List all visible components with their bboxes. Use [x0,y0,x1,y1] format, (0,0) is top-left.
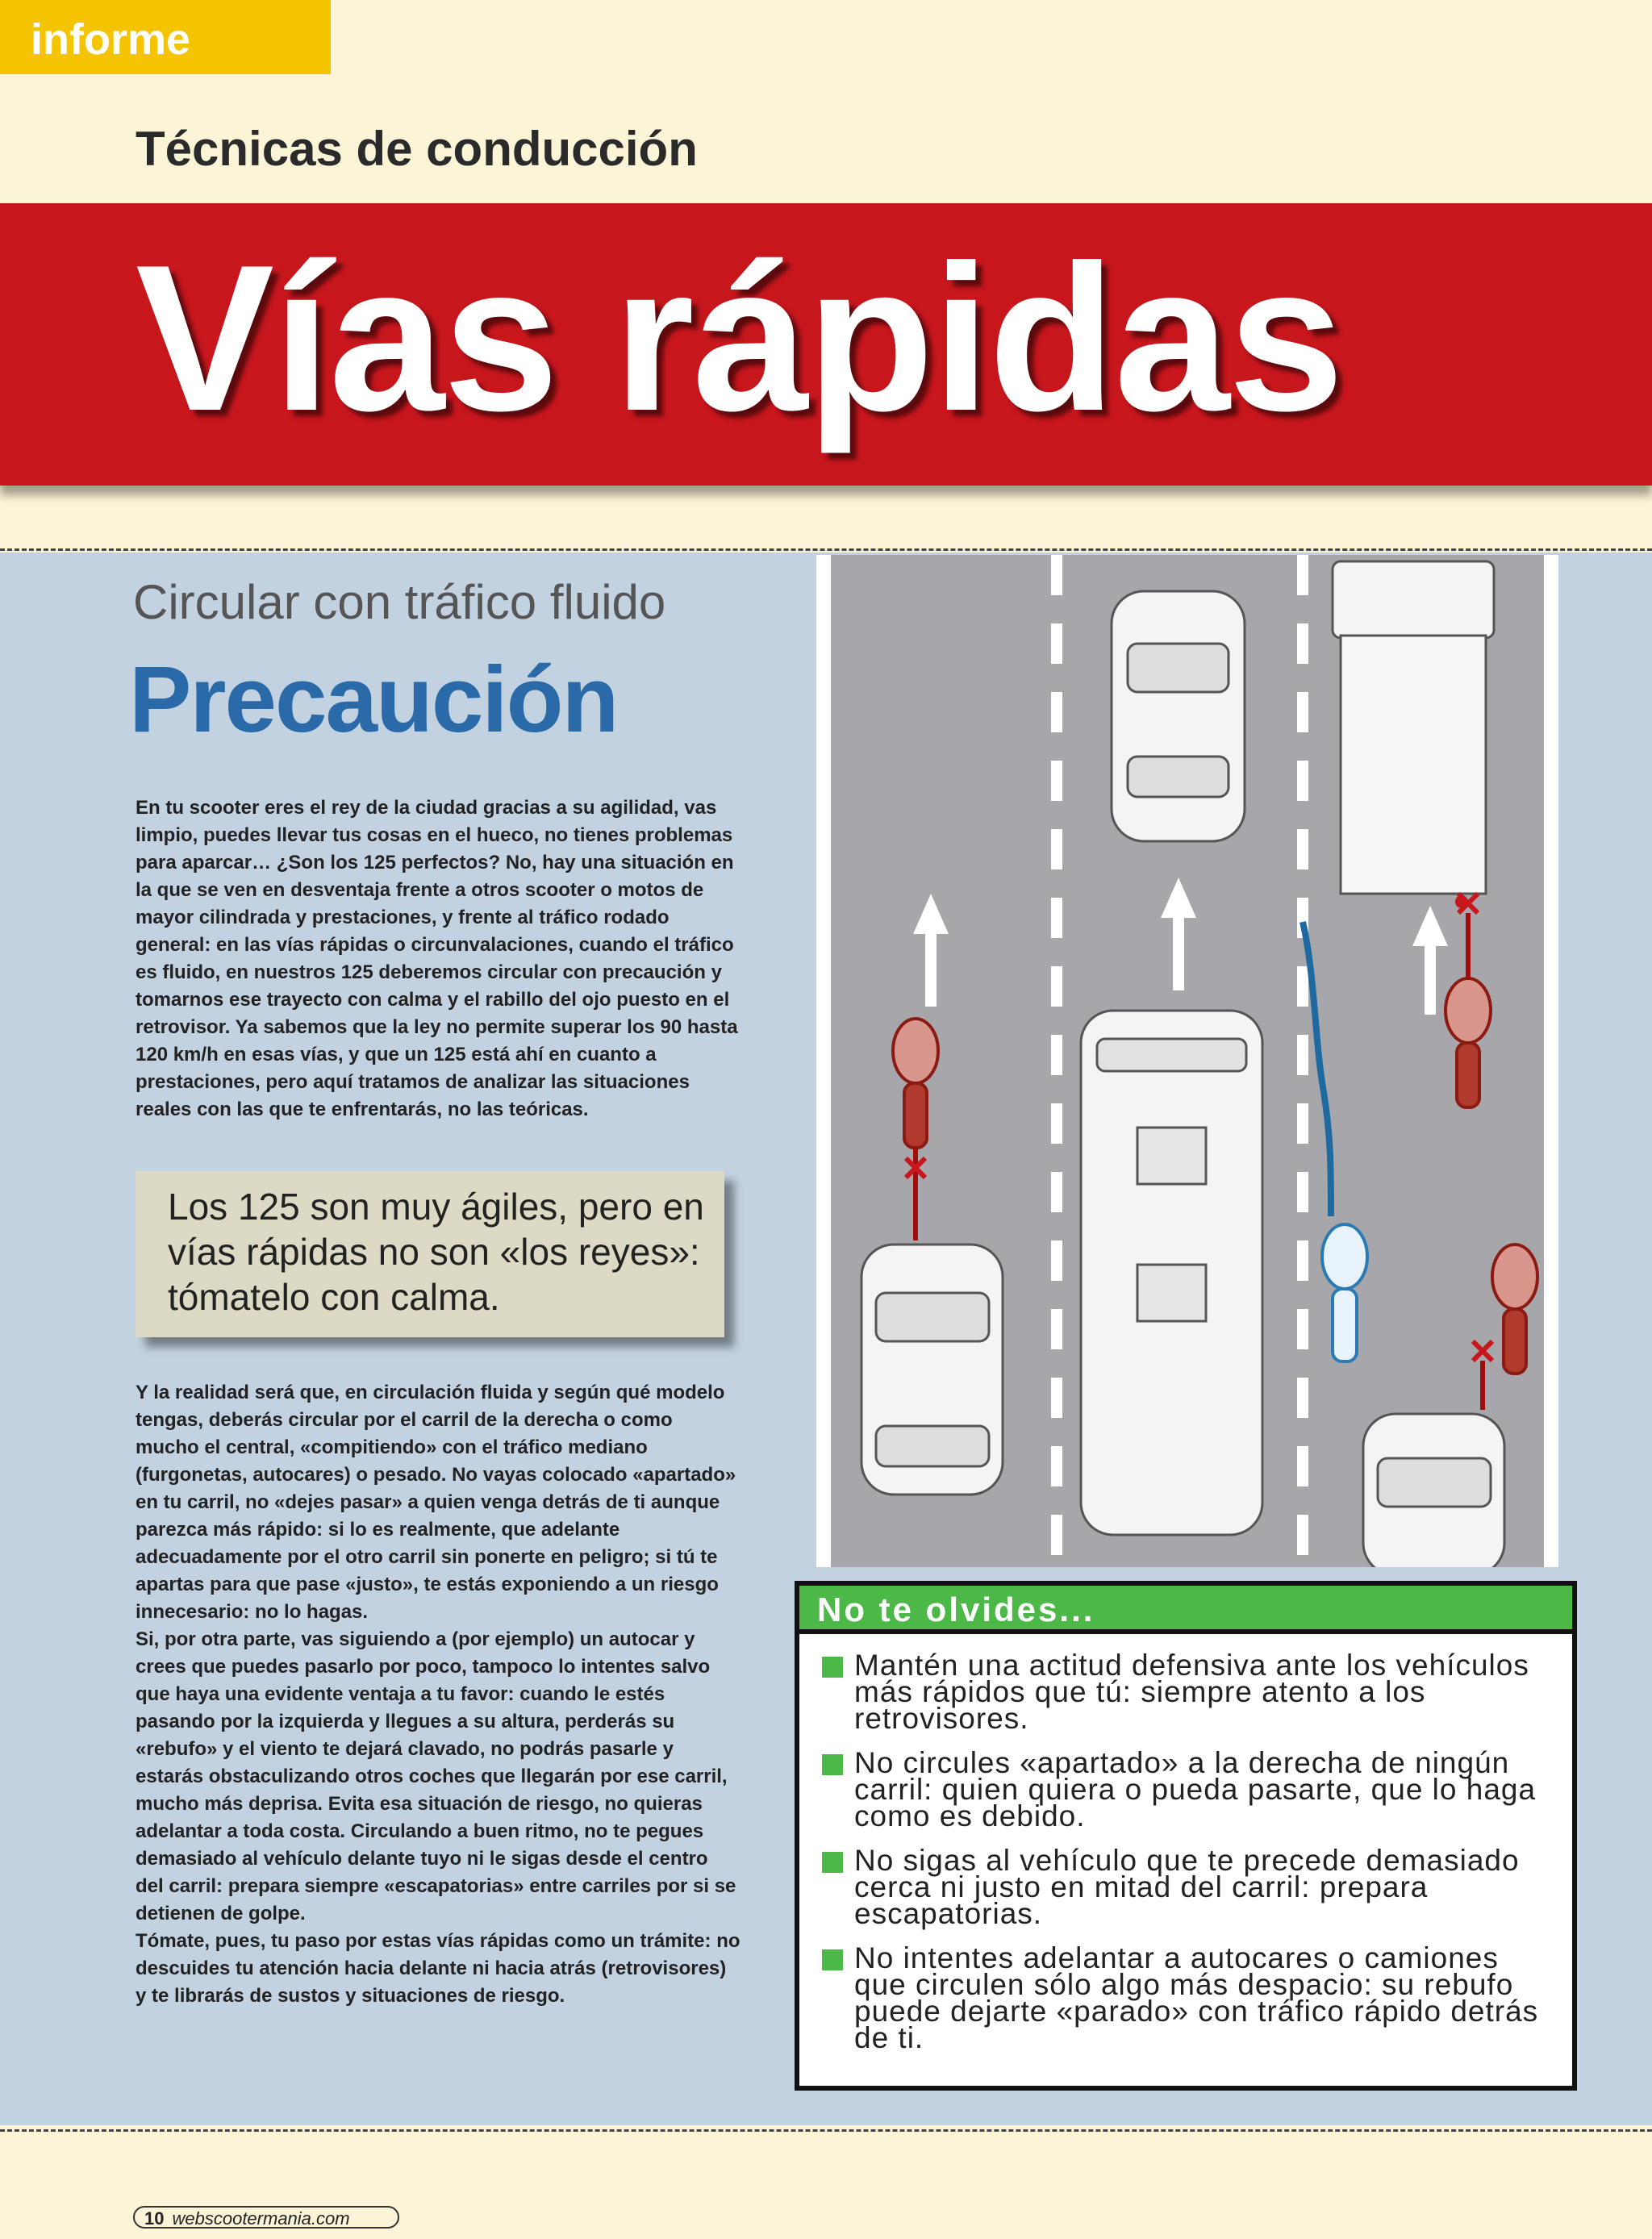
section-tag: informe [0,0,331,74]
site-url: webscootermania.com [172,2208,350,2229]
square-bullet-icon [822,1754,843,1775]
car-top [1112,591,1245,841]
square-bullet-icon [822,1657,843,1678]
kicker: Técnicas de conducción [136,122,698,176]
sidebar-title: No te olvides... [799,1586,1572,1634]
bus [1081,1011,1262,1535]
bottom-divider [0,2129,1652,2132]
body-paragraph: Si, por otra parte, vas siguiendo a (por ejemplo) un autocar y crees que puedes pasarlo por poco, tampoco lo intentes salvo que haya una evidente ventaja a tu favor: cuando le estés pasando por la izquierda y llegues a su altura, perderás su «rebufo» y el viento te dejará clavado, no podrás pasarle y estarás obstaculizando otros coches que llegarán por ese carril, mucho más deprisa. Evita esa situación de riesgo, no quieras adelantar a toda costa. Circulando a buen ritmo, no te pegues demasiado al vehículo delante tuyo ni le sigas desde el centro del carril: prepara siempre «escapatorias» entre carriles por si se detienen de golpe. [136,1628,736,1924]
pull-quote: Los 125 son muy ágiles, pero en vías rápidas no son «los reyes»: tómatelo con calma. [136,1171,724,1337]
sidebar-box [795,1581,1577,2091]
list-item-text: Mantén una actitud defensiva ante los vehículos más rápidos que tú: siempre atento a los retrovisores. [854,1649,1529,1735]
sidebar-list [799,1634,1572,2054]
page-number: 10 [144,2208,165,2229]
truck [1333,561,1494,908]
article-subtitle: Circular con tráfico fluido [133,575,666,629]
page-title: Vías rápidas [136,221,1343,454]
intro-text: En tu scooter eres el rey de la ciudad gracias a su agilidad, vas limpio, puedes llevar tus cosas en el hueco, no tienes problemas para aparcar… ¿Son los 125 perfectos? No, hay una situación en la que se ven en desventaja frente a otros scooter o motos de mayor cilindrada y prestaciones, y frente al tráfico rodado general: en las vías rápidas o circunvalaciones, cuando el tráfico es fluido, en nuestros 125 deberemos circular con precaución y tomarnos ese trayecto con calma y el rabillo del ojo puesto en el retrovisor. Ya sabemos que la ley no permite superar los 90 hasta 120 km/h en esas vías, y que un 125 está ahí en cuanto a prestaciones, pero aquí tratamos de analizar las situaciones reales con las que te enfrentarás, no las teóricas. [136,797,738,1120]
traffic-illustration [799,555,1573,1567]
intro-paragraph [136,794,740,1124]
body-column [136,1379,740,2010]
car-right [1363,1414,1504,1567]
list-item [822,1941,1556,2054]
car-left [861,1245,1003,1495]
list-item-text: No intentes adelantar a autocares o camiones que circulen sólo algo más despacio: su rebufo puede dejarte «parado» con tráfico rápido detrás de ti. [854,1941,1539,2054]
list-item [822,1649,1556,1735]
list-item-text: No circules «apartado» a la derecha de ningún carril: quien quiera o pueda pasarte, que lo haga como es debido. [854,1746,1537,1832]
square-bullet-icon [822,1949,843,1970]
body-paragraph: Y la realidad será que, en circulación fluida y según qué modelo tengas, deberás circular por el carril de la derecha o como mucho el central, «compitiendo» con el tráfico mediano (furgonetas, autocares) o pesado. No vayas colocado «apartado» en tu carril, no «dejes pasar» a quien venga detrás de ti aunque parezca más rápido: si lo es realmente, que adelante adecuadamente por el otro carril sin ponerte en peligro; si tú te apartas para que pase «justo», te estás exponiendo a un riesgo innecesario: no lo hagas. [136,1382,736,1623]
square-bullet-icon [822,1852,843,1873]
list-item [822,1746,1556,1832]
article-headline: Precaución [129,647,618,752]
list-item [822,1844,1556,1930]
list-item-text: No sigas al vehículo que te precede demasiado cerca ni justo en mitad del carril: prepara escapatorias. [854,1844,1520,1930]
page-footer [133,2206,399,2229]
top-divider [0,548,1652,551]
body-paragraph: Tómate, pues, tu paso por estas vías rápidas como un trámite: no descuides tu atención hacia delante ni hacia atrás (retrovisores) y te librarás de sustos y situaciones de riesgo. [136,1930,740,2007]
